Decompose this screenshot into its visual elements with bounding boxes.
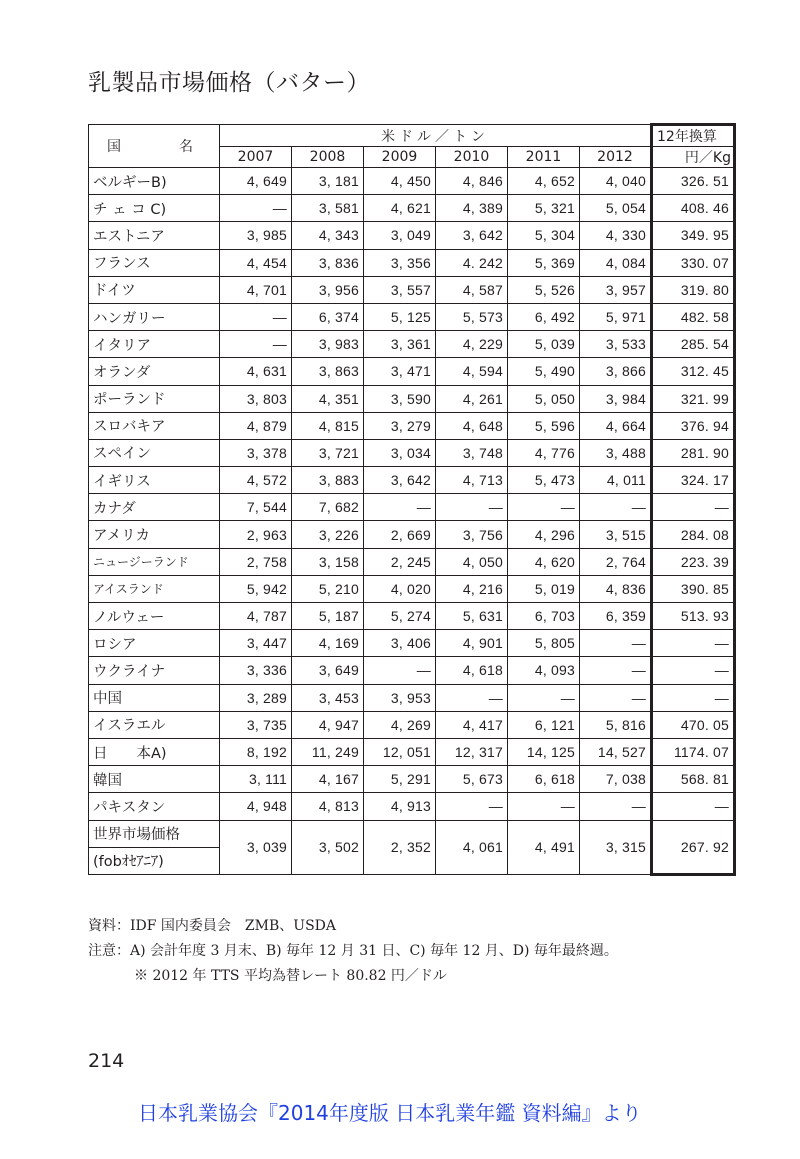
country-name: オランダ bbox=[89, 358, 220, 385]
price-usd-cell: 6, 618 bbox=[508, 766, 580, 793]
price-usd-cell: 7, 544 bbox=[220, 494, 292, 521]
price-usd-cell: 3, 836 bbox=[292, 249, 364, 276]
price-jpy-cell: 321. 99 bbox=[652, 385, 735, 412]
price-usd-cell: 5, 942 bbox=[220, 575, 292, 602]
price-usd-cell: — bbox=[364, 657, 436, 684]
price-usd-cell: — bbox=[220, 195, 292, 222]
price-usd-cell: 3, 471 bbox=[364, 358, 436, 385]
table-row bbox=[89, 630, 735, 657]
price-usd-cell: 5, 596 bbox=[508, 412, 580, 439]
table-row bbox=[89, 548, 735, 575]
price-usd-cell: 4, 572 bbox=[220, 467, 292, 494]
price-usd-cell: 5, 971 bbox=[580, 303, 652, 330]
header-year: 2007 bbox=[220, 147, 292, 168]
country-name: スロバキア bbox=[89, 412, 220, 439]
price-jpy-cell: 390. 85 bbox=[652, 575, 735, 602]
price-usd-cell: — bbox=[580, 630, 652, 657]
butter-price-table bbox=[88, 123, 736, 876]
header-year: 2011 bbox=[508, 147, 580, 168]
price-usd-cell: 6, 359 bbox=[580, 603, 652, 630]
header-year: 2010 bbox=[436, 147, 508, 168]
price-usd-cell: 5, 039 bbox=[508, 331, 580, 358]
table-row bbox=[89, 738, 735, 765]
country-name: ニュージーランド bbox=[89, 548, 220, 575]
header-unit-usd: 米ドル／トン bbox=[220, 125, 652, 147]
price-usd-cell: 4, 621 bbox=[364, 195, 436, 222]
header-year: 2009 bbox=[364, 147, 436, 168]
price-usd-cell: 3, 953 bbox=[364, 684, 436, 711]
table-row bbox=[89, 358, 735, 385]
table-row bbox=[89, 385, 735, 412]
price-usd-cell: 4, 652 bbox=[508, 168, 580, 195]
price-jpy-cell: — bbox=[652, 494, 735, 521]
price-usd-cell: 3, 735 bbox=[220, 711, 292, 738]
price-usd-cell: 5, 304 bbox=[508, 222, 580, 249]
header-country: 国 名 bbox=[89, 125, 220, 168]
price-usd-cell: 4, 701 bbox=[220, 276, 292, 303]
country-name: ハンガリー bbox=[89, 303, 220, 330]
country-name: スペイン bbox=[89, 439, 220, 466]
country-name: 韓国 bbox=[89, 766, 220, 793]
price-usd-cell: 4, 093 bbox=[508, 657, 580, 684]
table-row bbox=[89, 793, 735, 820]
country-name: アメリカ bbox=[89, 521, 220, 548]
price-jpy-cell: 349. 95 bbox=[652, 222, 735, 249]
price-usd-cell: 4, 587 bbox=[436, 276, 508, 303]
price-usd-cell: 4, 216 bbox=[436, 575, 508, 602]
price-usd-cell: 4, 813 bbox=[292, 793, 364, 820]
price-usd-cell: 3, 756 bbox=[436, 521, 508, 548]
price-usd-cell: — bbox=[580, 684, 652, 711]
table-row bbox=[89, 249, 735, 276]
price-usd-cell: 5, 321 bbox=[508, 195, 580, 222]
world-price-usd-cell: 3, 039 bbox=[220, 820, 292, 874]
price-usd-cell: 3, 361 bbox=[364, 331, 436, 358]
price-usd-cell: 4, 269 bbox=[364, 711, 436, 738]
price-usd-cell: 4, 296 bbox=[508, 521, 580, 548]
price-usd-cell: 4, 815 bbox=[292, 412, 364, 439]
price-usd-cell: 4, 020 bbox=[364, 575, 436, 602]
price-usd-cell: 5, 019 bbox=[508, 575, 580, 602]
price-jpy-cell: 1174. 07 bbox=[652, 738, 735, 765]
price-usd-cell: 4, 948 bbox=[220, 793, 292, 820]
price-usd-cell: 4, 913 bbox=[364, 793, 436, 820]
country-name: チ ェ コ C) bbox=[89, 195, 220, 222]
price-usd-cell: 3, 336 bbox=[220, 657, 292, 684]
price-usd-cell: 5, 673 bbox=[436, 766, 508, 793]
price-jpy-cell: 326. 51 bbox=[652, 168, 735, 195]
price-usd-cell: 3, 181 bbox=[292, 168, 364, 195]
price-usd-cell: 3, 289 bbox=[220, 684, 292, 711]
price-jpy-cell: 281. 90 bbox=[652, 439, 735, 466]
price-usd-cell: 6, 703 bbox=[508, 603, 580, 630]
price-usd-cell: 3, 111 bbox=[220, 766, 292, 793]
price-usd-cell: 4, 648 bbox=[436, 412, 508, 439]
price-usd-cell: 3, 356 bbox=[364, 249, 436, 276]
table-row bbox=[89, 467, 735, 494]
price-usd-cell: — bbox=[436, 684, 508, 711]
page-title: 乳製品市場価格（バター） bbox=[88, 70, 370, 96]
country-name: イギリス bbox=[89, 467, 220, 494]
price-usd-cell: 4, 330 bbox=[580, 222, 652, 249]
price-usd-cell: 6, 374 bbox=[292, 303, 364, 330]
price-usd-cell: 3, 557 bbox=[364, 276, 436, 303]
price-jpy-cell: — bbox=[652, 684, 735, 711]
price-usd-cell: 5, 187 bbox=[292, 603, 364, 630]
notes bbox=[88, 914, 618, 989]
price-usd-cell: 4, 343 bbox=[292, 222, 364, 249]
price-usd-cell: 3, 515 bbox=[580, 521, 652, 548]
price-usd-cell: 4, 631 bbox=[220, 358, 292, 385]
price-usd-cell: 4, 450 bbox=[364, 168, 436, 195]
country-name: ベルギーB) bbox=[89, 168, 220, 195]
price-usd-cell: 3, 447 bbox=[220, 630, 292, 657]
price-usd-cell: — bbox=[508, 793, 580, 820]
price-usd-cell: 3, 049 bbox=[364, 222, 436, 249]
country-name: イタリア bbox=[89, 331, 220, 358]
table-row bbox=[89, 575, 735, 602]
table-row bbox=[89, 222, 735, 249]
price-usd-cell: 3, 863 bbox=[292, 358, 364, 385]
price-jpy-cell: — bbox=[652, 793, 735, 820]
table-row bbox=[89, 766, 735, 793]
world-price-usd-cell: 2, 352 bbox=[364, 820, 436, 874]
country-name: ノルウェー bbox=[89, 603, 220, 630]
table-row bbox=[89, 494, 735, 521]
price-usd-cell: 2, 758 bbox=[220, 548, 292, 575]
price-usd-cell: 2, 245 bbox=[364, 548, 436, 575]
price-usd-cell: 4, 649 bbox=[220, 168, 292, 195]
price-usd-cell: 8, 192 bbox=[220, 738, 292, 765]
price-usd-cell: 5, 573 bbox=[436, 303, 508, 330]
price-usd-cell: 4, 664 bbox=[580, 412, 652, 439]
world-price-usd-cell: 4, 061 bbox=[436, 820, 508, 874]
table-row bbox=[89, 603, 735, 630]
price-usd-cell: — bbox=[508, 494, 580, 521]
world-price-usd-cell: 4, 491 bbox=[508, 820, 580, 874]
price-jpy-cell: 319. 80 bbox=[652, 276, 735, 303]
country-name: 日 本A) bbox=[89, 738, 220, 765]
country-name: 中国 bbox=[89, 684, 220, 711]
price-usd-cell: 11, 249 bbox=[292, 738, 364, 765]
price-usd-cell: — bbox=[508, 684, 580, 711]
table-row bbox=[89, 521, 735, 548]
price-usd-cell: — bbox=[436, 494, 508, 521]
price-usd-cell: 3, 533 bbox=[580, 331, 652, 358]
price-usd-cell: 3, 748 bbox=[436, 439, 508, 466]
table-row bbox=[89, 276, 735, 303]
price-usd-cell: 6, 492 bbox=[508, 303, 580, 330]
table-row bbox=[89, 657, 735, 684]
price-usd-cell: 3, 642 bbox=[364, 467, 436, 494]
price-jpy-cell: 376. 94 bbox=[652, 412, 735, 439]
price-usd-cell: 4, 011 bbox=[580, 467, 652, 494]
table-row bbox=[89, 684, 735, 711]
price-usd-cell: 3, 453 bbox=[292, 684, 364, 711]
price-jpy-cell: 568. 81 bbox=[652, 766, 735, 793]
price-jpy-cell: 285. 54 bbox=[652, 331, 735, 358]
price-usd-cell: 5, 473 bbox=[508, 467, 580, 494]
price-usd-cell: 3, 957 bbox=[580, 276, 652, 303]
price-usd-cell: 3, 158 bbox=[292, 548, 364, 575]
price-usd-cell: 3, 226 bbox=[292, 521, 364, 548]
price-usd-cell: 2, 669 bbox=[364, 521, 436, 548]
price-usd-cell: 3, 649 bbox=[292, 657, 364, 684]
exchange-rate-note: ※ 2012 年 TTS 平均為替レート 80.82 円／ドル bbox=[134, 968, 447, 984]
header-year: 2008 bbox=[292, 147, 364, 168]
price-usd-cell: 12, 317 bbox=[436, 738, 508, 765]
price-usd-cell: 4, 776 bbox=[508, 439, 580, 466]
world-market-name: 世界市場価格 bbox=[89, 820, 220, 847]
header-jpy-label: 12年換算 bbox=[652, 125, 735, 147]
price-usd-cell: 5, 526 bbox=[508, 276, 580, 303]
price-usd-cell: — bbox=[220, 303, 292, 330]
price-usd-cell: 3, 866 bbox=[580, 358, 652, 385]
caution-note: 注意：A) 会計年度 3 月末、B) 毎年 12 月 31 日、C) 毎年 12 月、D) 毎年最終週。 bbox=[88, 943, 618, 959]
price-jpy-cell: — bbox=[652, 657, 735, 684]
price-usd-cell: — bbox=[220, 331, 292, 358]
price-usd-cell: 3, 590 bbox=[364, 385, 436, 412]
header-year: 2012 bbox=[580, 147, 652, 168]
price-usd-cell: 4, 846 bbox=[436, 168, 508, 195]
price-usd-cell: 4, 389 bbox=[436, 195, 508, 222]
price-usd-cell: 5, 050 bbox=[508, 385, 580, 412]
table-row bbox=[89, 439, 735, 466]
price-usd-cell: 3, 803 bbox=[220, 385, 292, 412]
price-usd-cell: 5, 054 bbox=[580, 195, 652, 222]
price-usd-cell: — bbox=[364, 494, 436, 521]
price-usd-cell: 4, 594 bbox=[436, 358, 508, 385]
price-jpy-cell: 513. 93 bbox=[652, 603, 735, 630]
price-usd-cell: 3, 883 bbox=[292, 467, 364, 494]
price-usd-cell: 4, 169 bbox=[292, 630, 364, 657]
world-price-usd-cell: 3, 315 bbox=[580, 820, 652, 874]
price-usd-cell: 5, 210 bbox=[292, 575, 364, 602]
price-usd-cell: 14, 125 bbox=[508, 738, 580, 765]
price-usd-cell: 5, 274 bbox=[364, 603, 436, 630]
price-usd-cell: 4, 050 bbox=[436, 548, 508, 575]
page-number: 214 bbox=[88, 1050, 125, 1072]
price-usd-cell: 4, 454 bbox=[220, 249, 292, 276]
price-jpy-cell: 324. 17 bbox=[652, 467, 735, 494]
price-usd-cell: 3, 983 bbox=[292, 331, 364, 358]
price-usd-cell: 4, 618 bbox=[436, 657, 508, 684]
price-usd-cell: 14, 527 bbox=[580, 738, 652, 765]
price-usd-cell: — bbox=[580, 494, 652, 521]
country-name: アイスランド bbox=[89, 575, 220, 602]
price-usd-cell: 4, 229 bbox=[436, 331, 508, 358]
table-row bbox=[89, 331, 735, 358]
price-usd-cell: 2, 764 bbox=[580, 548, 652, 575]
price-jpy-cell: 482. 58 bbox=[652, 303, 735, 330]
price-usd-cell: 5, 490 bbox=[508, 358, 580, 385]
price-usd-cell: 5, 805 bbox=[508, 630, 580, 657]
price-jpy-cell: — bbox=[652, 630, 735, 657]
price-usd-cell: 5, 125 bbox=[364, 303, 436, 330]
country-name: ウクライナ bbox=[89, 657, 220, 684]
world-market-row bbox=[89, 820, 735, 847]
price-usd-cell: 5, 369 bbox=[508, 249, 580, 276]
table-row bbox=[89, 412, 735, 439]
table-row bbox=[89, 195, 735, 222]
country-name: エストニア bbox=[89, 222, 220, 249]
price-jpy-cell: 312. 45 bbox=[652, 358, 735, 385]
price-usd-cell: 3, 581 bbox=[292, 195, 364, 222]
price-jpy-cell: 330. 07 bbox=[652, 249, 735, 276]
source-credit: 日本乳業協会『2014年度版 日本乳業年鑑 資料編』より bbox=[138, 1101, 642, 1125]
price-usd-cell: 3, 956 bbox=[292, 276, 364, 303]
world-price-usd-cell: 3, 502 bbox=[292, 820, 364, 874]
price-usd-cell: 4, 417 bbox=[436, 711, 508, 738]
price-jpy-cell: 223. 39 bbox=[652, 548, 735, 575]
country-name: イスラエル bbox=[89, 711, 220, 738]
price-usd-cell: 3, 034 bbox=[364, 439, 436, 466]
price-usd-cell: 5, 816 bbox=[580, 711, 652, 738]
price-usd-cell: — bbox=[580, 793, 652, 820]
price-usd-cell: 3, 488 bbox=[580, 439, 652, 466]
price-usd-cell: 3, 279 bbox=[364, 412, 436, 439]
price-usd-cell: 4, 787 bbox=[220, 603, 292, 630]
country-name: ロシア bbox=[89, 630, 220, 657]
price-usd-cell: 4, 351 bbox=[292, 385, 364, 412]
source-note: 資料：IDF 国内委員会 ZMB、USDA bbox=[88, 918, 336, 934]
world-price-jpy-cell: 267. 92 bbox=[652, 820, 735, 874]
country-name: ドイツ bbox=[89, 276, 220, 303]
price-usd-cell: 3, 721 bbox=[292, 439, 364, 466]
price-usd-cell: 4, 836 bbox=[580, 575, 652, 602]
price-usd-cell: 3, 378 bbox=[220, 439, 292, 466]
price-usd-cell: 4, 947 bbox=[292, 711, 364, 738]
price-jpy-cell: 284. 08 bbox=[652, 521, 735, 548]
price-usd-cell: — bbox=[436, 793, 508, 820]
price-usd-cell: 5, 291 bbox=[364, 766, 436, 793]
table-row bbox=[89, 168, 735, 195]
country-name: パキスタン bbox=[89, 793, 220, 820]
price-usd-cell: 4, 901 bbox=[436, 630, 508, 657]
price-jpy-cell: 470. 05 bbox=[652, 711, 735, 738]
price-usd-cell: 4, 167 bbox=[292, 766, 364, 793]
price-usd-cell: 4, 084 bbox=[580, 249, 652, 276]
price-usd-cell: 4, 261 bbox=[436, 385, 508, 412]
price-usd-cell: — bbox=[580, 657, 652, 684]
price-usd-cell: 4, 713 bbox=[436, 467, 508, 494]
price-usd-cell: 12, 051 bbox=[364, 738, 436, 765]
world-market-basis: (fobｵｾｱﾆｱ) bbox=[89, 847, 220, 874]
price-jpy-cell: 408. 46 bbox=[652, 195, 735, 222]
price-usd-cell: 6, 121 bbox=[508, 711, 580, 738]
price-usd-cell: 3, 985 bbox=[220, 222, 292, 249]
country-name: ポーランド bbox=[89, 385, 220, 412]
price-usd-cell: 3, 984 bbox=[580, 385, 652, 412]
price-usd-cell: 4, 620 bbox=[508, 548, 580, 575]
price-usd-cell: 3, 406 bbox=[364, 630, 436, 657]
price-usd-cell: 4, 879 bbox=[220, 412, 292, 439]
country-name: カナダ bbox=[89, 494, 220, 521]
table-row bbox=[89, 303, 735, 330]
price-usd-cell: 4. 242 bbox=[436, 249, 508, 276]
price-usd-cell: 7, 682 bbox=[292, 494, 364, 521]
price-usd-cell: 4, 040 bbox=[580, 168, 652, 195]
table-row bbox=[89, 711, 735, 738]
price-usd-cell: 7, 038 bbox=[580, 766, 652, 793]
header-jpy-unit: 円／Kg bbox=[652, 147, 735, 168]
country-name: フランス bbox=[89, 249, 220, 276]
price-usd-cell: 3, 642 bbox=[436, 222, 508, 249]
price-usd-cell: 2, 963 bbox=[220, 521, 292, 548]
price-usd-cell: 5, 631 bbox=[436, 603, 508, 630]
